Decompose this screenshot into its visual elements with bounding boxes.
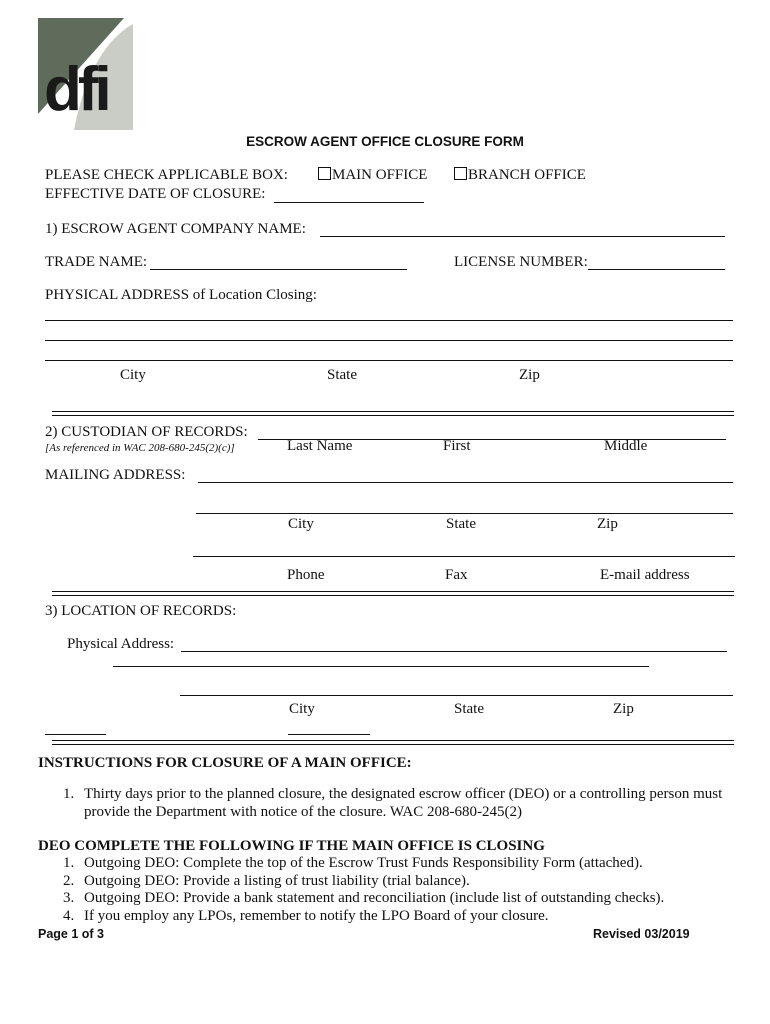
records-address-line-1[interactable] (181, 651, 727, 652)
mailing-zip-label: Zip (597, 516, 618, 532)
contact-line[interactable] (193, 556, 735, 557)
mailing-address-line-2[interactable] (196, 513, 733, 514)
main-office-checkbox[interactable] (318, 167, 331, 180)
mailing-address-label: MAILING ADDRESS: (45, 467, 186, 483)
deo-heading: DEO COMPLETE THE FOLLOWING IF THE MAIN OFFICE IS CLOSING (38, 838, 545, 854)
address-line-3[interactable] (45, 360, 733, 361)
trade-name-label: TRADE NAME: (45, 254, 148, 270)
main-office-label: MAIN OFFICE (332, 167, 428, 183)
mailing-city-label: City (288, 516, 314, 532)
branch-office-checkbox[interactable] (454, 167, 467, 180)
middle-name-label: Middle (604, 438, 648, 454)
license-number-field[interactable] (588, 269, 725, 270)
branch-office-option[interactable] (454, 167, 586, 184)
records-zip-label: Zip (613, 701, 634, 717)
main-office-option[interactable] (318, 167, 427, 184)
instruction-line-2: provide the Department with notice of the closure. WAC 208-680-245(2) (84, 804, 522, 820)
mailing-address-line-1[interactable] (198, 482, 733, 483)
first-name-label: First (443, 438, 471, 454)
state-label: State (327, 367, 357, 383)
form-title: ESCROW AGENT OFFICE CLOSURE FORM (246, 134, 524, 149)
custodian-label: 2) CUSTODIAN OF RECORDS: (45, 424, 248, 440)
dfi-logo (38, 18, 133, 130)
license-number-label: LICENSE NUMBER: (454, 254, 588, 270)
instruction-line-1: Thirty days prior to the planned closure, the designated escrow officer (DEO) or a controlling person must (84, 786, 723, 802)
physical-address-label: PHYSICAL ADDRESS of Location Closing: (45, 287, 317, 303)
email-label: E-mail address (600, 567, 690, 583)
records-address-line-2[interactable] (113, 666, 649, 667)
section-divider (52, 740, 734, 745)
section-divider (52, 591, 734, 596)
mailing-state-label: State (446, 516, 476, 532)
list-item: 4. If you employ any LPOs, remember to notify the LPO Board of your closure. (63, 907, 549, 924)
instruction-number: 1. (63, 786, 75, 802)
page-number: Page 1 of 3 (38, 927, 104, 941)
location-of-records-label: 3) LOCATION OF RECORDS: (45, 603, 237, 619)
deo-list (63, 855, 664, 925)
effective-date-label: EFFECTIVE DATE OF CLOSURE: (45, 186, 266, 202)
last-name-label: Last Name (287, 438, 353, 454)
effective-date-field[interactable] (274, 202, 424, 203)
wac-note: [As referenced in WAC 208-680-245(2)(c)] (45, 442, 235, 454)
records-physical-address-label: Physical Address: (67, 636, 175, 652)
address-line-2[interactable] (45, 340, 733, 341)
fax-label: Fax (445, 567, 468, 583)
branch-office-label: BRANCH OFFICE (468, 167, 586, 183)
trade-name-field[interactable] (150, 269, 407, 270)
records-state-label: State (454, 701, 484, 717)
address-line-1[interactable] (45, 320, 733, 321)
check-box-prompt: PLEASE CHECK APPLICABLE BOX: (45, 167, 288, 183)
phone-label: Phone (287, 567, 325, 583)
logo-text: dfi (44, 55, 108, 124)
short-line-left[interactable] (45, 734, 106, 735)
list-item: 2. Outgoing DEO: Provide a listing of trust liability (trial balance). (63, 872, 470, 889)
records-city-label: City (289, 701, 315, 717)
company-name-label: 1) ESCROW AGENT COMPANY NAME: (45, 221, 306, 237)
revised-date: Revised 03/2019 (593, 927, 690, 941)
short-line-mid[interactable] (288, 734, 370, 735)
city-label: City (120, 367, 146, 383)
company-name-field[interactable] (320, 236, 725, 237)
list-item: 3. Outgoing DEO: Provide a bank statement and reconciliation (include list of outstanding checks). (63, 890, 665, 906)
zip-label: Zip (519, 367, 540, 383)
instructions-heading: INSTRUCTIONS FOR CLOSURE OF A MAIN OFFICE: (38, 755, 412, 771)
section-divider (52, 411, 734, 416)
list-item: 1. Outgoing DEO: Complete the top of the Escrow Trust Funds Responsibility Form (attached). (63, 855, 643, 871)
records-address-line-3[interactable] (180, 695, 733, 696)
